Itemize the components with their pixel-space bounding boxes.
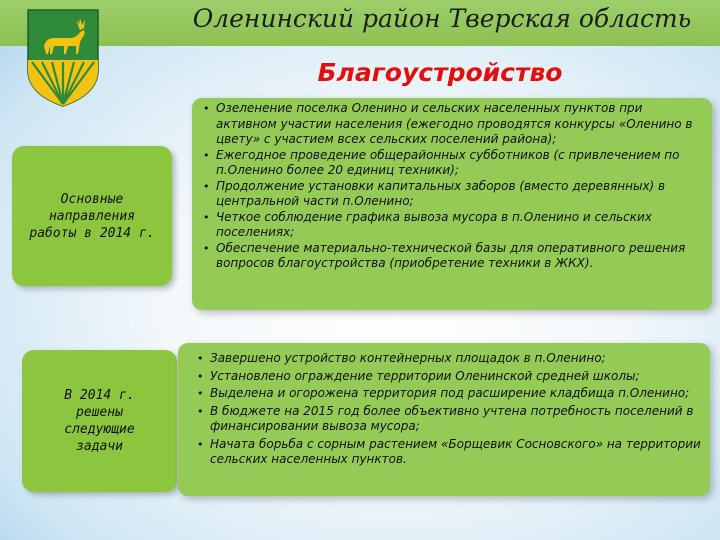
list-item: • Начата борьба с сорным растением «Борщевик Сосновского» на территории сельских населенных пунктов. <box>197 436 701 466</box>
list-item: • В бюджете на 2015 год более объективно учтена потребность поселений в финансировании вывоза мусора; <box>197 403 694 433</box>
bullet-icon: • <box>197 352 204 365</box>
list-item: • Четкое соблюдение графика вывоза мусора в п.Оленино и сельских поселениях; <box>203 209 652 239</box>
bullet-icon: • <box>197 387 204 400</box>
list-item: • Продолжение установки капитальных заборов (вместо деревянных) в центральной части п.Оленино; <box>203 178 666 208</box>
list-item: • Обеспечение материально-технической базы для оперативного решения вопросов благоустройства (приобретение техники в ЖКХ). <box>203 240 686 270</box>
bullet-icon: • <box>203 102 210 115</box>
section-title: Благоустройство <box>317 58 563 87</box>
bullet-icon: • <box>197 437 204 451</box>
bullet-icon: • <box>203 241 210 255</box>
list-item: • Ежегодное проведение общерайонных субботников (с привлечением по п.Оленино более 20 единиц техники); <box>203 147 680 177</box>
solved-tasks-label-box <box>22 350 177 492</box>
list-item: • Завершено устройство контейнерных площадок в п.Оленино; <box>197 351 606 365</box>
bullet-icon: • <box>203 210 210 224</box>
coat-of-arms-elk-icon <box>24 8 102 108</box>
bullet-icon: • <box>197 404 204 418</box>
list-item: • Установлено ограждение территории Оленинской средней школы; <box>197 368 640 383</box>
list-item: • Озеленение поселка Оленино и сельских населенных пунктов при активном участии населения (ежегодно проводятся конкурсы «Оленино в цвету» с участием всех сельских поселений района); <box>203 101 693 146</box>
coat-of-arms-icon <box>24 8 102 108</box>
bullet-icon: • <box>197 369 204 383</box>
solved-tasks-list-box <box>178 343 710 496</box>
solved-tasks-list <box>196 351 706 470</box>
main-directions-label: Основные направления работы в 2014 г. <box>29 191 155 241</box>
solved-tasks-label: В 2014 г. решены следующие задачи <box>64 388 135 454</box>
main-directions-list <box>202 101 704 272</box>
bullet-icon: • <box>203 148 210 162</box>
main-directions-list-box <box>192 98 712 310</box>
list-item: • Выделена и огорожена территория под расширение кладбища п.Оленино; <box>197 386 690 400</box>
page-title: Оленинский район Тверская область <box>192 4 692 33</box>
main-directions-label-box <box>12 146 172 286</box>
bullet-icon: • <box>203 179 210 193</box>
